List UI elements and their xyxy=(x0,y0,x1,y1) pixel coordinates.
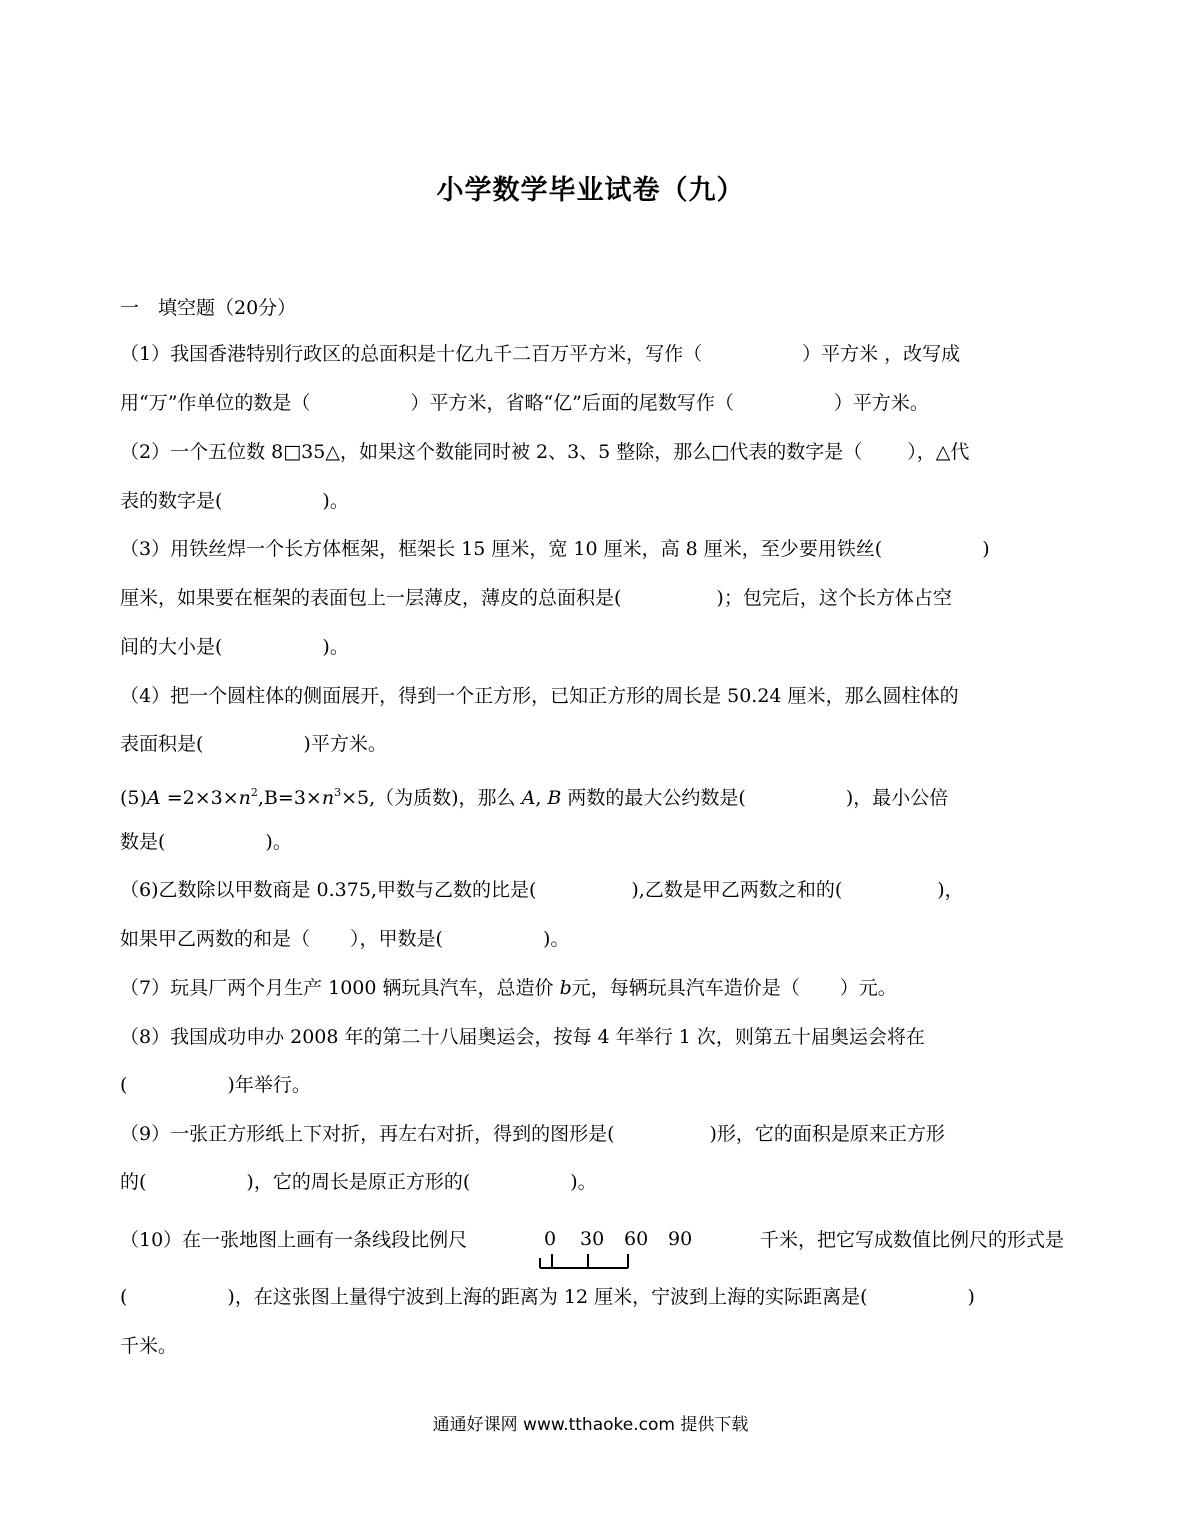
scale-label-60: 60 xyxy=(624,1228,649,1250)
question-1-line-1: （1）我国香港特别行政区的总面积是十亿九千二百万平方米，写作（ ）平方米 ，改写成 xyxy=(120,343,961,365)
question-10-line-2: ( )，在这张图上量得宁波到上海的距离为 12 厘米，宁波到上海的实际距离是( ) xyxy=(120,1286,975,1308)
question-3-line-3: 间的大小是( )。 xyxy=(120,636,349,658)
scale-label-0: 0 xyxy=(544,1228,557,1250)
question-9-line-1: （9）一张正方形纸上下对折，再左右对折，得到的图形是( )形，它的面积是原来正方形 xyxy=(120,1123,945,1145)
question-9-line-2: 的( )，它的周长是原正方形的( )。 xyxy=(120,1171,597,1193)
section-heading: 一 填空题（20分） xyxy=(120,297,297,319)
question-8-line-1: （8）我国成功申办 2008 年的第二十八届奥运会，按每 4 年举行 1 次，则第五十届奥运会将在 xyxy=(120,1026,925,1048)
question-2-line-2: 表的数字是( )。 xyxy=(120,490,349,512)
question-1-line-2: 用“万”作单位的数是（ ）平方米，省略“亿”后面的尾数写作（ ）平方米。 xyxy=(120,392,929,414)
question-6-line-1: （6)乙数除以甲数商是 0.375,甲数与乙数的比是( ),乙数是甲乙两数之和的( )， xyxy=(120,879,964,901)
question-10-line-3: 千米。 xyxy=(120,1335,178,1357)
question-4-line-2: 表面积是( )平方米。 xyxy=(120,733,387,755)
question-5-line-1: $(5)A =2\times 3\times n^2,B=3\times n^3\times 5$,（为质数)，那么 A, B 两数的最大公约数是( )，最小公倍 xyxy=(120,786,949,809)
question-4-line-1: （4）把一个圆柱体的侧面展开，得到一个正方形，已知正方形的周长是 50.24 厘米，那么圆柱体的 xyxy=(120,685,959,707)
question-5-line-2: 数是( )。 xyxy=(120,831,292,853)
scale-label-90: 90 xyxy=(668,1228,693,1250)
question-6-line-2: 如果甲乙两数的和是（ ），甲数是( )。 xyxy=(120,928,570,950)
question-10-line-1-end: 千米，把它写成数值比例尺的形式是 xyxy=(759,1229,1064,1251)
question-3-line-1: （3）用铁丝焊一个长方体框架，框架长 15 厘米，宽 10 厘米，高 8 厘米，至少要用铁丝( ) xyxy=(120,538,990,560)
question-7-line-1: （7）玩具厂两个月生产 1000 辆玩具汽车，总造价 b元，每辆玩具汽车造价是（ ）元。 xyxy=(120,977,897,999)
question-10-line-1-start: （10）在一张地图上画有一条线段比例尺 xyxy=(120,1229,468,1251)
question-2-line-1: （2）一个五位数 8□35△，如果这个数能同时被 2、3、5 整除，那么□代表的数字是（ ），△代 xyxy=(120,441,970,463)
footer-credit: 通通好课网 www.tthaoke.com 提供下载 xyxy=(432,1415,749,1435)
page-title: 小学数学毕业试卷（九） xyxy=(436,175,745,206)
question-3-line-2: 厘米，如果要在框架的表面包上一层薄皮，薄皮的总面积是( )；包完后，这个长方体占空 xyxy=(120,587,952,609)
question-8-line-2: ( )年举行。 xyxy=(120,1074,311,1096)
scale-bar xyxy=(530,1228,640,1278)
scale-label-30: 30 xyxy=(580,1228,605,1250)
